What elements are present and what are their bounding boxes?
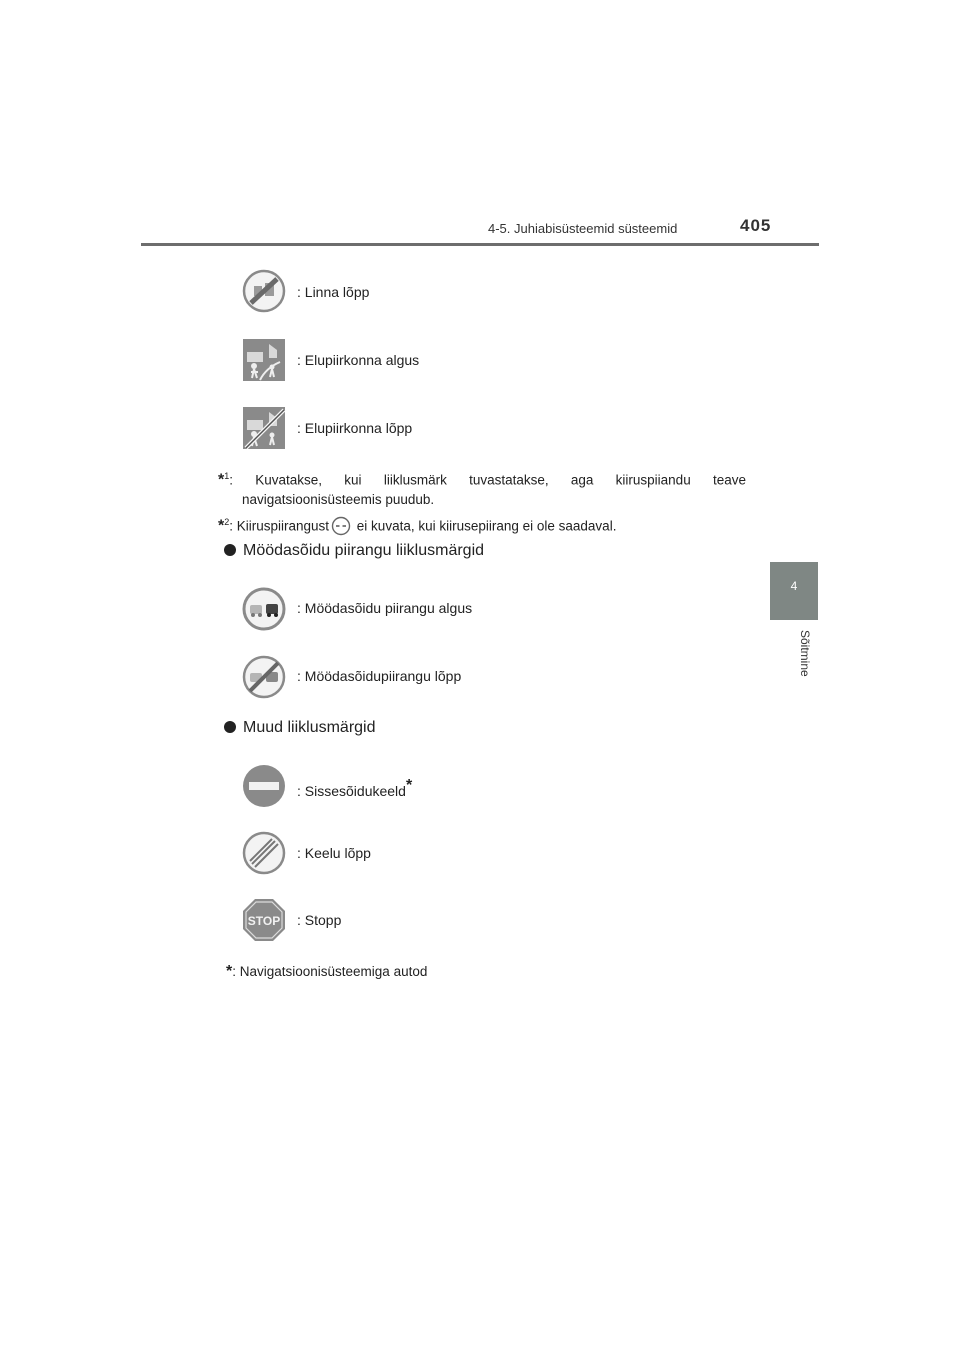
no-overtaking-end-sign-icon <box>242 655 286 699</box>
sign-label: : Möödasõidupiirangu lõpp <box>297 668 462 684</box>
bullet-icon <box>224 544 236 556</box>
note-text: : Kiiruspiirangust <box>229 518 330 534</box>
residential-area-end-sign-icon <box>242 406 286 450</box>
heading-text: Möödasõidu piirangu liiklusmärgid <box>243 542 485 559</box>
sign-label: : Elupiirkonna algus <box>297 352 420 368</box>
sign-label: : Elupiirkonna lõpp <box>297 420 413 436</box>
note-sup: 2 <box>224 517 230 527</box>
note-1 <box>218 467 746 509</box>
sign-label: : Stopp <box>297 912 342 928</box>
no-entry-sign-icon <box>242 764 286 808</box>
header-divider <box>141 243 819 246</box>
section-heading-other <box>224 719 376 737</box>
residential-area-start-sign-icon <box>242 338 286 382</box>
end-of-restriction-sign-icon <box>242 831 286 875</box>
stop-sign-text: STOP <box>247 914 281 928</box>
note-text-cont: navigatsioonisüsteemis puudub. <box>242 491 435 507</box>
sign-label: : Linna lõpp <box>297 284 370 300</box>
bullet-icon <box>224 721 236 733</box>
sign-label-text: : Sissesõidukeeld <box>297 783 406 799</box>
no-overtaking-start-sign-icon <box>242 587 286 631</box>
section-heading-overtaking <box>224 542 484 560</box>
heading-text: Muud liiklusmärgid <box>243 719 376 736</box>
stop-sign-icon <box>242 898 286 942</box>
chapter-tab: 4 <box>770 562 818 620</box>
note-sup: 1 <box>224 471 230 481</box>
note-text: ei kuvata, kui kiirusepiirang ei ole saadaval. <box>353 518 617 534</box>
sign-label-marker: * <box>405 777 413 794</box>
no-speed-limit-icon <box>331 516 351 536</box>
sign-label: : Möödasõidu piirangu algus <box>297 600 473 616</box>
note-text: : Kuvatakse, kui liiklusmärk tuvastatakse, aga kiiruspiiandu teave <box>229 472 746 488</box>
note-marker: * <box>218 517 225 535</box>
sign-label <box>297 777 412 799</box>
header-section-title: 4-5. Juhiabisüsteemid süsteemid <box>488 221 678 236</box>
note-marker: * <box>218 471 225 489</box>
note-text: : Navigatsioonisüsteemiga autod <box>232 964 428 979</box>
chapter-label: Sõitmine <box>798 630 812 677</box>
footnote <box>226 962 427 981</box>
note-2 <box>218 513 758 536</box>
sign-label: : Keelu lõpp <box>297 845 371 861</box>
page-number: 405 <box>740 216 772 235</box>
end-of-city-sign-icon <box>242 269 286 313</box>
note-marker: * <box>226 963 233 980</box>
